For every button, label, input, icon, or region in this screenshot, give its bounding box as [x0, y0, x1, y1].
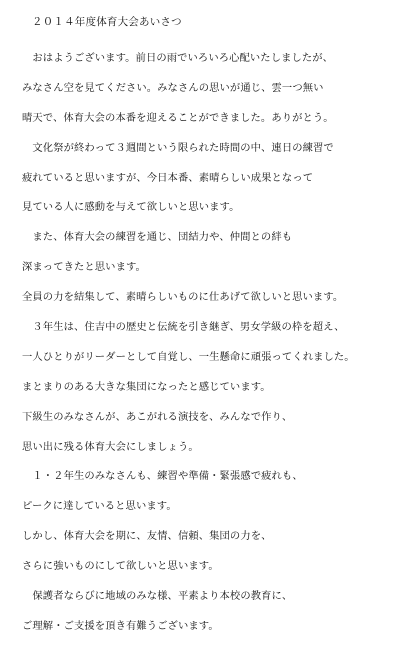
body-line: さらに強いものにして欲しいと思います。 [22, 560, 219, 573]
body-line: 見ている人に感動を与えて欲しいと思います。 [22, 201, 240, 214]
document-title: ２０１４年度体育大会あいさつ [32, 16, 182, 28]
body-line: １・２年生のみなさんも、練習や準備・緊張感で疲れも、 [22, 470, 303, 483]
body-line: 深まってきたと思います。 [22, 261, 146, 274]
body-line: また、体育大会の練習を通じ、団結力や、仲間との絆も [22, 231, 293, 244]
body-line: 晴天で、体育大会の本番を迎えることができました。ありがとう。 [22, 111, 334, 124]
body-line: 思い出に残る体育大会にしましょう。 [22, 440, 199, 453]
body-line: 疲れていると思いますが、今日本番、素晴らしい成果となって [22, 171, 314, 184]
body-line: しかし、体育大会を期に、友情、信頼、集団の力を、 [22, 530, 272, 543]
body-line: みなさん空を見てください。みなさんの思いが通じ、雲一つ無い [22, 81, 324, 94]
body-line: 保護者ならびに地域のみな様、平素より本校の教育に、 [22, 590, 293, 603]
body-line: 一人ひとりがリーダーとして自覚し、一生懸命に頑張ってくれました。 [22, 350, 355, 363]
body-line: おはようございます。前日の雨でいろいろ心配いたしましたが、 [22, 52, 334, 64]
body-line: まとまりのある大きな集団になったと感じています。 [22, 380, 271, 393]
body-line: ピークに達していると思います。 [22, 500, 177, 513]
body-line: 全員の力を結集して、素晴らしいものに仕あげて欲しいと思います。 [22, 291, 344, 304]
greeting-body [22, 51, 412, 649]
body-line: ３年生は、住吉中の歴史と伝統を引き継ぎ、男女学級の枠を超え、 [22, 321, 345, 334]
body-line: 下級生のみなさんが、あこがれる演技を、みんなで作り、 [22, 410, 293, 423]
body-line: 文化祭が終わって３週間という限られた時間の中、連日の練習で [22, 141, 334, 154]
body-line: ご理解・ご支援を頂き有難うございます。 [22, 619, 219, 632]
